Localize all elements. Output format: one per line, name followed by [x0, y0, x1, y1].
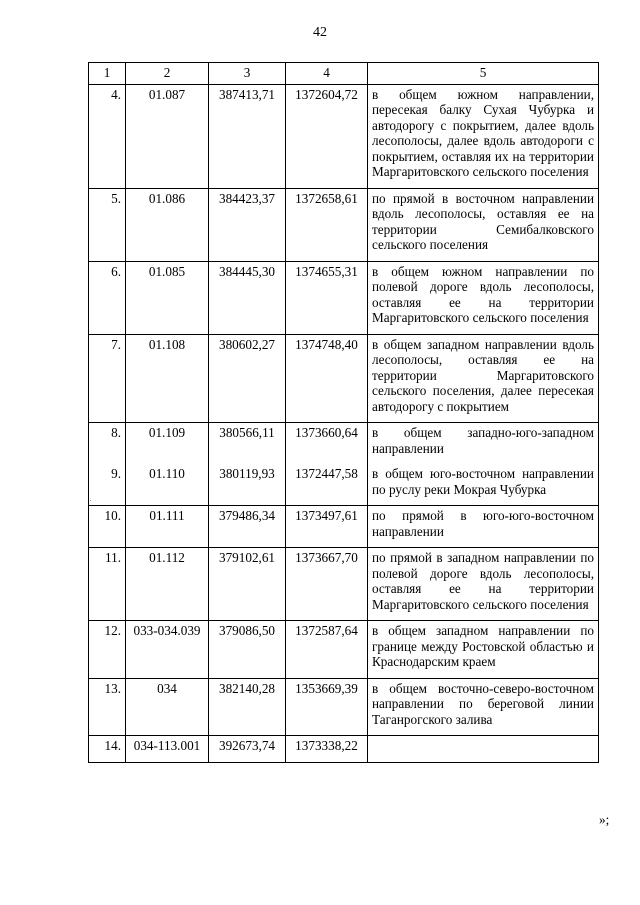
y-coordinate-cell: 1372604,72: [286, 84, 368, 188]
point-code-cell: 01.085: [126, 261, 209, 334]
y-coordinate-cell: 1374655,31: [286, 261, 368, 334]
row-number-cell: 10.: [89, 506, 126, 548]
route-description-cell: в общем южном направлении, пересекая балку Сухая Чубурка и автодорогу с покрытием, далее вдоль лесополосы, далее вдоль автодороги с покрытием, оставляя их на территории Маргаритовского сельского поселения: [368, 84, 599, 188]
x-coordinate-cell: 379102,61: [209, 548, 286, 621]
table-row: [89, 188, 599, 261]
row-number-cell: 6.: [89, 261, 126, 334]
point-code-cell: 034-113.001: [126, 736, 209, 763]
column-header: 5: [368, 63, 599, 85]
x-coordinate-cell: 384445,30: [209, 261, 286, 334]
table-row: [89, 261, 599, 334]
route-description-cell: по прямой в юго-юго-восточном направлении: [368, 506, 599, 548]
x-coordinate-cell: 379086,50: [209, 621, 286, 679]
table-row: [89, 423, 599, 465]
x-coordinate-cell: 380119,93: [209, 464, 286, 506]
point-code-cell: 01.112: [126, 548, 209, 621]
route-description-cell: в общем западном направлении по границе между Ростовской областью и Краснодарским краем: [368, 621, 599, 679]
route-description-cell: по прямой в западном направлении по полевой дороге вдоль лесополосы, оставляя ее на территории Маргаритовского сельского поселения: [368, 548, 599, 621]
scan-speck: [90, 500, 91, 501]
row-number-cell: 11.: [89, 548, 126, 621]
row-number-cell: 5.: [89, 188, 126, 261]
y-coordinate-cell: 1372447,58: [286, 464, 368, 506]
point-code-cell: 01.110: [126, 464, 209, 506]
closing-quote-mark: »;: [599, 812, 610, 827]
row-number-cell: 14.: [89, 736, 126, 763]
boundary-points-table: [88, 62, 599, 763]
point-code-cell: 033-034.039: [126, 621, 209, 679]
route-description-cell: по прямой в восточном направлении вдоль лесополосы, оставляя ее на территории Семибалковского сельского поселения: [368, 188, 599, 261]
row-number-cell: 7.: [89, 334, 126, 423]
table-row: [89, 548, 599, 621]
y-coordinate-cell: 1373338,22: [286, 736, 368, 763]
route-description-cell: в общем южном направлении по полевой дороге вдоль лесополосы, оставляя ее на территории Маргаритовского сельского поселения: [368, 261, 599, 334]
column-header: 1: [89, 63, 126, 85]
route-description-cell: [368, 736, 599, 763]
point-code-cell: 034: [126, 678, 209, 736]
y-coordinate-cell: 1373660,64: [286, 423, 368, 465]
route-description-cell: в общем восточно-северо-восточном направлении по береговой линии Таганрогского залива: [368, 678, 599, 736]
x-coordinate-cell: 384423,37: [209, 188, 286, 261]
column-header: 4: [286, 63, 368, 85]
x-coordinate-cell: 382140,28: [209, 678, 286, 736]
row-number-cell: 9.: [89, 464, 126, 506]
table-row: [89, 678, 599, 736]
row-number-cell: 8.: [89, 423, 126, 465]
point-code-cell: 01.109: [126, 423, 209, 465]
y-coordinate-cell: 1373667,70: [286, 548, 368, 621]
route-description-cell: в общем юго-восточном направлении по руслу реки Мокрая Чубурка: [368, 464, 599, 506]
page-number: 42: [313, 25, 327, 40]
column-header: 2: [126, 63, 209, 85]
y-coordinate-cell: 1372587,64: [286, 621, 368, 679]
point-code-cell: 01.086: [126, 188, 209, 261]
route-description-cell: в общем западном направлении вдоль лесополосы, оставляя ее на территории Маргаритовского сельского поселения, далее пересекая автодорогу с покрытием: [368, 334, 599, 423]
x-coordinate-cell: 379486,34: [209, 506, 286, 548]
y-coordinate-cell: 1353669,39: [286, 678, 368, 736]
column-header: 3: [209, 63, 286, 85]
row-number-cell: 12.: [89, 621, 126, 679]
x-coordinate-cell: 387413,71: [209, 84, 286, 188]
table-row: [89, 334, 599, 423]
point-code-cell: 01.087: [126, 84, 209, 188]
table-header-row: [89, 63, 599, 85]
row-number-cell: 13.: [89, 678, 126, 736]
table-row: [89, 621, 599, 679]
table-row: [89, 84, 599, 188]
point-code-cell: 01.111: [126, 506, 209, 548]
y-coordinate-cell: 1373497,61: [286, 506, 368, 548]
route-description-cell: в общем западно-юго-западном направлении: [368, 423, 599, 465]
table-row: [89, 736, 599, 763]
table-row: [89, 464, 599, 506]
point-code-cell: 01.108: [126, 334, 209, 423]
x-coordinate-cell: 380602,27: [209, 334, 286, 423]
table-row: [89, 506, 599, 548]
y-coordinate-cell: 1374748,40: [286, 334, 368, 423]
row-number-cell: 4.: [89, 84, 126, 188]
x-coordinate-cell: 392673,74: [209, 736, 286, 763]
x-coordinate-cell: 380566,11: [209, 423, 286, 465]
y-coordinate-cell: 1372658,61: [286, 188, 368, 261]
